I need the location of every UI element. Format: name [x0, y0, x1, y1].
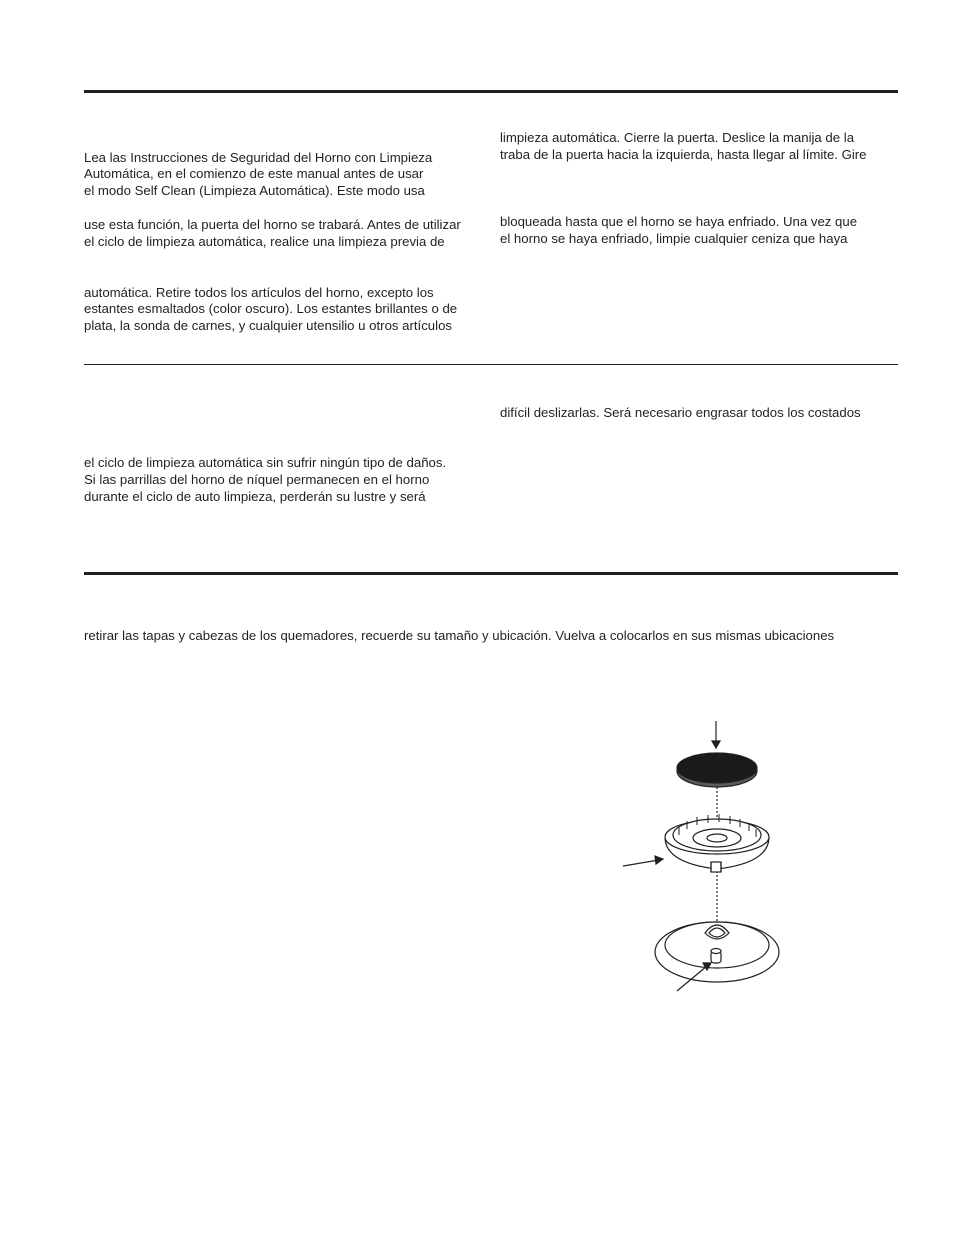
top-rule [84, 90, 898, 93]
section-divider-burners [84, 572, 898, 575]
cap-arrow-head [712, 741, 720, 748]
text-line: automática. Retire todos los artículos del horno, excepto los [84, 285, 434, 300]
text-line: limpieza automática. Cierre la puerta. Deslice la manija de la [500, 130, 855, 145]
text-line: bloqueada hasta que el horno se haya enfriado. Una vez que [500, 214, 858, 229]
text-line: el modo Self Clean (Limpieza Automática). Este modo usa [84, 183, 425, 198]
text-line: Automática, en el comienzo de este manual antes de usar [84, 166, 424, 181]
text-line: estantes esmaltados (color oscuro). Los estantes brillantes o de [84, 301, 458, 316]
electrode [711, 949, 721, 964]
burner-cap [677, 753, 757, 787]
text-line: el horno se haya enfriado, limpie cualquier ceniza que haya [500, 231, 848, 246]
text-line: Si las parrillas del horno de níquel permanecen en el horno [84, 472, 430, 487]
text-line: Lea las Instrucciones de Seguridad del Horno con Limpieza [84, 150, 433, 165]
text-line: el ciclo de limpieza automática sin sufrir ningún tipo de daños. [84, 455, 447, 470]
text-line: traba de la puerta hacia la izquierda, hasta llegar al límite. Gire [500, 147, 867, 162]
head-arrow-head [655, 856, 663, 864]
text-line: durante el ciclo de auto limpieza, perderán su lustre y será [84, 489, 426, 504]
head-arrow [623, 860, 659, 866]
text-line: plata, la sonda de carnes, y cualquier utensilio u otros artículos [84, 318, 452, 333]
burner-head [665, 814, 769, 872]
text-line: use esta función, la puerta del horno se trabará. Antes de utilizar [84, 217, 461, 232]
text-line: el ciclo de limpieza automática, realice una limpieza previa de [84, 234, 445, 249]
text-line: difícil deslizarlas. Será necesario engrasar todos los costados [500, 405, 861, 420]
burner-assembly-diagram [615, 715, 785, 995]
section-divider [84, 364, 898, 365]
text-line: retirar las tapas y cabezas de los quemadores, recuerde su tamaño y ubicación. Vuelva a colocarlos en sus mismas ubicaciones [84, 628, 835, 643]
